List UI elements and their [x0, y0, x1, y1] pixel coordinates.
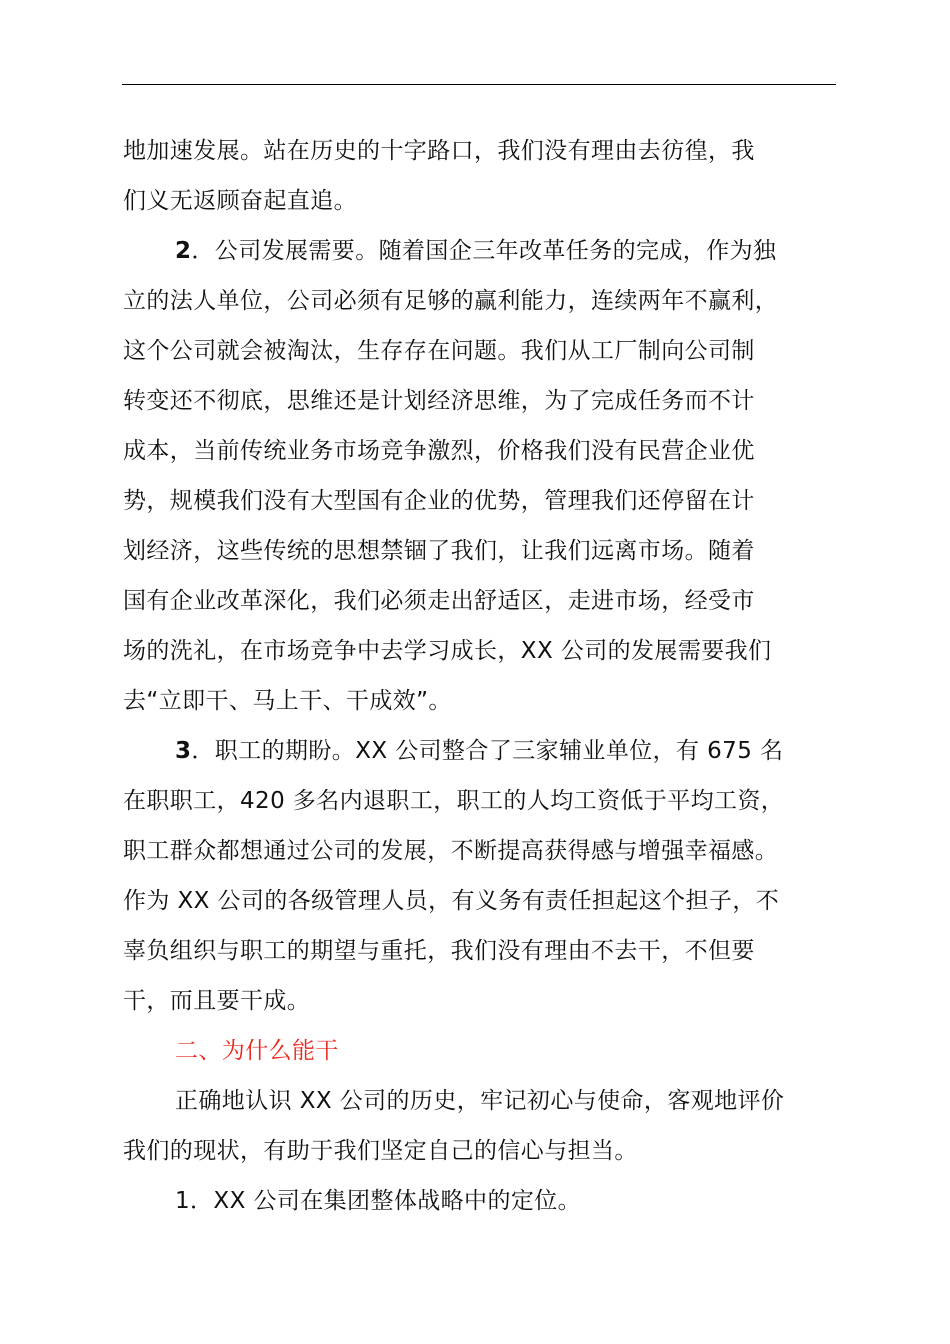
paragraph-line: 在职职工，420 多名内退职工，职工的人均工资低于平均工资， — [123, 788, 785, 814]
item-text: ．职工的期盼。XX 公司整合了三家辅业单位，有 675 名 — [191, 738, 784, 764]
paragraph-2 — [123, 226, 839, 726]
paragraph-first-line — [123, 726, 839, 776]
item-text: ．公司发展需要。随着国企三年改革任务的完成，作为独 — [191, 238, 777, 264]
header-rule — [122, 84, 836, 85]
paragraph-line: 干，而且要干成。 — [123, 988, 311, 1014]
paragraph-first-line — [123, 226, 839, 276]
paragraph-line: 作为 XX 公司的各级管理人员，有义务有责任担起这个担子，不 — [123, 888, 780, 914]
paragraph-3 — [123, 726, 839, 1026]
paragraph-line: 地加速发展。站在历史的十字路口，我们没有理由去彷徨，我 — [123, 138, 755, 164]
paragraph-1 — [123, 126, 839, 226]
paragraph-line: 国有企业改革深化，我们必须走出舒适区，走进市场，经受市 — [123, 588, 755, 614]
paragraph-line: 立的法人单位，公司必须有足够的赢利能力，连续两年不赢利， — [123, 288, 779, 314]
paragraph-line: 成本，当前传统业务市场竞争激烈，价格我们没有民营企业优 — [123, 438, 755, 464]
paragraph-line: 势，规模我们没有大型国有企业的优势，管理我们还停留在计 — [123, 488, 755, 514]
paragraph-first-line: 正确地认识 XX 公司的历史，牢记初心与使命，客观地评价 — [175, 1088, 785, 1114]
section-heading: 二、为什么能干 — [175, 1038, 339, 1064]
item-number: 2 — [175, 238, 192, 264]
list-item: 1．XX 公司在集团整体战略中的定位。 — [175, 1188, 582, 1214]
paragraph-line: 场的洗礼，在市场竞争中去学习成长，XX 公司的发展需要我们 — [123, 638, 772, 664]
paragraph-4 — [123, 1076, 839, 1176]
paragraph-line: 这个公司就会被淘汰，生存存在问题。我们从工厂制向公司制 — [123, 338, 755, 364]
paragraph-line: 辜负组织与职工的期望与重托，我们没有理由不去干，不但要 — [123, 938, 755, 964]
document-body — [123, 126, 839, 1226]
paragraph-line: 我们的现状，有助于我们坚定自己的信心与担当。 — [123, 1138, 638, 1164]
paragraph-line: 们义无返顾奋起直追。 — [123, 188, 357, 214]
paragraph-line: 转变还不彻底，思维还是计划经济思维，为了完成任务而不计 — [123, 388, 755, 414]
paragraph-line: 去“立即干、马上干、干成效”。 — [123, 688, 452, 714]
paragraph-line: 划经济，这些传统的思想禁锢了我们，让我们远离市场。随着 — [123, 538, 755, 564]
item-number: 3 — [175, 738, 192, 764]
paragraph-line: 职工群众都想通过公司的发展，不断提高获得感与增强幸福感。 — [123, 838, 779, 864]
